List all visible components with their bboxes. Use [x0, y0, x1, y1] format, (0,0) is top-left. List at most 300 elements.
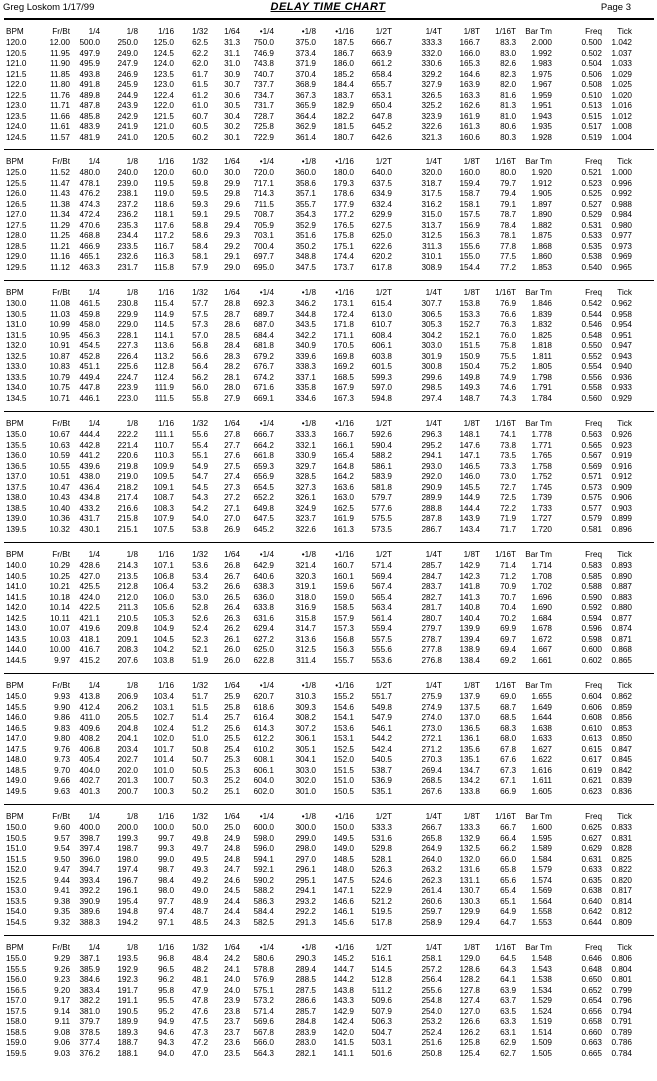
column-header: 1/4T [425, 681, 442, 690]
table-cell: 120.5 [153, 132, 174, 142]
table-cell: 1.579 [531, 865, 552, 874]
table-cell: 0.565 [581, 440, 602, 450]
table-cell: 28.8 [224, 299, 240, 308]
table-cell: 153.1 [333, 734, 354, 743]
table-cell: 141.1 [333, 1048, 354, 1058]
table-cell: 0.865 [611, 655, 632, 665]
table-cell: 117.6 [154, 220, 174, 230]
table-cell: 599.3 [371, 372, 392, 382]
table-cell: 29.1 [224, 252, 240, 261]
table-cell: 201.3 [117, 776, 138, 785]
table-cell: 71.9 [500, 514, 516, 523]
table-cell: 31.0 [224, 59, 240, 68]
table-cell: 625.0 [371, 231, 392, 240]
column-header: •1/16 [335, 419, 354, 428]
table-cell: 264.9 [421, 844, 442, 853]
table-cell: 180.7 [333, 132, 354, 142]
table-cell: 165.4 [333, 451, 354, 460]
table-cell: 308.2 [295, 713, 316, 722]
table-cell: 288.5 [295, 975, 316, 984]
table-cell: 606.1 [253, 765, 274, 775]
table-cell: 11.16 [50, 252, 70, 261]
table-cell: 166.0 [459, 48, 480, 58]
table-cell: 125.0 [153, 38, 174, 47]
table-cell: 0.899 [611, 514, 632, 523]
table-cell: 582.5 [253, 917, 274, 927]
table-cell: 373.4 [295, 48, 316, 58]
table-cell: 164.2 [333, 472, 354, 481]
table-cell: 489.8 [79, 90, 100, 100]
table-cell: 0.896 [611, 524, 632, 534]
table-cell: 10.51 [49, 472, 70, 481]
table-cell: 97.1 [158, 917, 174, 927]
table-cell: 689.7 [253, 309, 274, 319]
table-cell: 148.0 [333, 865, 354, 874]
table-cell: 640.6 [253, 571, 274, 581]
column-header: Tick [617, 157, 632, 166]
table-row [4, 635, 654, 646]
table-cell: 322.6 [295, 524, 316, 534]
table-cell: 0.801 [611, 975, 632, 984]
table-cell: 26.4 [224, 603, 240, 612]
column-header: 1/2T [375, 681, 392, 690]
table-cell: 107.5 [153, 524, 174, 534]
table-cell: 10.71 [49, 393, 70, 403]
table-cell: 516.1 [371, 954, 392, 963]
table-cell: 0.506 [581, 69, 602, 79]
table-cell: 354.3 [295, 210, 316, 219]
table-cell: 116.3 [154, 252, 174, 261]
table-cell: 114.1 [154, 330, 174, 340]
table-cell: 293.2 [295, 896, 316, 906]
table-cell: 73.0 [500, 472, 516, 481]
table-section [4, 935, 654, 1066]
table-cell: 121.0 [153, 122, 174, 131]
table-cell: 235.3 [117, 220, 138, 230]
table-cell: 147.6 [459, 440, 480, 450]
table-cell: 68.5 [500, 713, 516, 722]
table-cell: 209.1 [117, 634, 138, 644]
table-cell: 514.5 [371, 964, 392, 974]
table-cell: 578.8 [253, 964, 274, 974]
table-cell: 655.7 [371, 80, 392, 89]
table-cell: 283.0 [295, 1038, 316, 1047]
table-cell: 144.7 [333, 964, 354, 974]
table-cell: 470.6 [79, 220, 100, 230]
table-cell: 150.5 [333, 786, 354, 796]
table-cell: 731.7 [253, 101, 274, 110]
table-cell: 295.2 [421, 440, 442, 450]
table-cell: 304.2 [421, 330, 442, 340]
table-cell: 728.7 [253, 111, 274, 121]
table-cell: 100.7 [153, 776, 174, 785]
table-row [4, 603, 654, 614]
table-cell: 79.1 [500, 199, 516, 209]
table-cell: 55.8 [192, 393, 208, 403]
table-cell: 128.6 [459, 964, 480, 974]
table-cell: 212.0 [117, 592, 138, 602]
table-cell: 150.4 [459, 362, 480, 371]
table-cell: 215.1 [117, 524, 138, 534]
table-cell: 307.7 [421, 299, 442, 308]
table-cell: 180.0 [333, 168, 354, 177]
table-cell: 0.947 [611, 341, 632, 350]
table-cell: 594.8 [371, 393, 392, 403]
table-cell: 252.4 [421, 1027, 442, 1037]
table-cell: 580.6 [253, 954, 274, 963]
table-cell: 121.5 [6, 69, 27, 79]
table-cell: 48.7 [192, 907, 208, 916]
table-cell: 150.0 [333, 823, 354, 832]
table-cell: 1.595 [531, 833, 552, 843]
table-cell: 98.7 [158, 865, 174, 874]
table-cell: 1.778 [531, 430, 552, 439]
table-cell: 164.8 [333, 461, 354, 471]
column-header: •1/8 [301, 681, 316, 690]
table-cell: 234.4 [117, 231, 138, 240]
column-header: Tick [617, 288, 632, 297]
column-header: 1/16 [158, 288, 174, 297]
table-cell: 295.1 [295, 875, 316, 885]
table-cell: 31.3 [224, 38, 240, 47]
table-cell: 9.32 [54, 917, 70, 927]
column-header: 1/32 [192, 288, 208, 297]
table-cell: 0.809 [611, 917, 632, 927]
table-cell: 120.5 [6, 48, 27, 58]
table-cell: 79.4 [500, 189, 516, 198]
table-cell: 11.85 [50, 69, 70, 79]
column-header: •1/8 [301, 157, 316, 166]
column-header: Bar Tm [525, 943, 552, 952]
table-cell: 0.644 [581, 917, 602, 927]
table-cell: 0.919 [611, 451, 632, 460]
column-header-row [4, 681, 654, 692]
column-header: Bar Tm [525, 419, 552, 428]
page-header [3, 2, 653, 16]
table-row [4, 787, 654, 798]
table-cell: 302.0 [295, 776, 316, 785]
table-cell: 255.6 [421, 985, 442, 995]
table-cell: 74.1 [500, 430, 516, 439]
table-cell: 563.4 [371, 603, 392, 612]
table-cell: 1.611 [532, 776, 552, 785]
table-cell: 750.0 [253, 38, 274, 47]
table-cell: 1.690 [531, 603, 552, 612]
table-cell: 102.7 [153, 713, 174, 722]
table-cell: 50.3 [192, 776, 208, 785]
column-header: 1/16 [158, 157, 174, 166]
table-cell: 0.535 [581, 241, 602, 251]
table-cell: 483.9 [79, 122, 100, 131]
table-cell: 497.9 [79, 48, 100, 58]
table-cell: 153.8 [459, 299, 480, 308]
table-row [4, 1007, 654, 1018]
table-cell: 140.5 [6, 571, 27, 581]
column-header: Tick [617, 419, 632, 428]
table-cell: 173.1 [333, 299, 354, 308]
table-cell: 10.11 [50, 613, 70, 623]
table-cell: 298.0 [295, 844, 316, 853]
table-cell: 10.99 [49, 320, 70, 329]
table-cell: 100.3 [153, 786, 174, 796]
table-cell: 28.1 [224, 372, 240, 382]
table-cell: 142.9 [333, 1006, 354, 1016]
column-header: Fr/Bt [52, 288, 70, 297]
table-cell: 137.9 [459, 692, 480, 701]
table-cell: 652.2 [253, 493, 274, 502]
table-row [4, 1038, 654, 1049]
table-cell: 9.11 [54, 1017, 70, 1026]
table-cell: 68.0 [500, 734, 516, 743]
table-cell: 26.3 [224, 613, 240, 623]
table-cell: 137.5 [6, 482, 27, 492]
table-row [4, 383, 654, 394]
table-cell: 51.9 [192, 655, 208, 665]
table-cell: 1.897 [531, 199, 552, 209]
table-cell: 0.640 [581, 896, 602, 906]
table-cell: 63.9 [500, 985, 516, 995]
table-row [4, 855, 654, 866]
table-cell: 108.3 [153, 503, 174, 513]
table-cell: 0.638 [581, 886, 602, 895]
table-cell: 0.962 [611, 299, 632, 308]
table-cell: 102.4 [153, 723, 174, 733]
table-cell: 684.4 [253, 330, 274, 340]
table-cell: 240.0 [117, 168, 138, 177]
table-cell: 1.655 [531, 692, 552, 701]
table-cell: 146.5 [6, 723, 27, 733]
table-cell: 11.03 [50, 309, 70, 319]
column-header: •1/8 [301, 419, 316, 428]
table-cell: 254.8 [421, 996, 442, 1005]
table-cell: 638.3 [253, 582, 274, 591]
table-cell: 0.588 [581, 582, 602, 591]
table-cell: 157.3 [333, 624, 354, 633]
table-cell: 26.0 [224, 655, 240, 665]
table-cell: 106.8 [153, 571, 174, 581]
table-cell: 433.2 [79, 503, 100, 513]
column-header-row [4, 288, 654, 299]
table-cell: 98.4 [158, 875, 174, 885]
table-cell: 720.0 [253, 168, 274, 177]
column-header: BPM [6, 943, 24, 952]
table-cell: 0.631 [581, 854, 602, 864]
table-cell: 9.38 [54, 896, 70, 906]
table-cell: 161.9 [333, 514, 354, 523]
table-row [4, 745, 654, 756]
table-cell: 0.980 [611, 220, 632, 230]
table-cell: 0.533 [581, 231, 602, 240]
table-cell: 106.0 [153, 592, 174, 602]
table-cell: 306.5 [421, 309, 442, 319]
table-cell: 300.8 [421, 362, 442, 371]
table-cell: 247.9 [117, 59, 138, 68]
table-cell: 94.9 [158, 1017, 174, 1026]
table-cell: 143.3 [333, 996, 354, 1005]
column-header: •1/8 [301, 27, 316, 36]
column-header: 1/4T [425, 943, 442, 952]
table-cell: 547.9 [371, 713, 392, 722]
table-cell: 0.847 [611, 744, 632, 754]
table-cell: 634.9 [371, 189, 392, 198]
table-row [4, 692, 654, 703]
table-cell: 627.2 [253, 634, 274, 644]
table-section [4, 542, 654, 673]
table-cell: 219.8 [117, 461, 138, 471]
table-cell: 647.5 [253, 514, 274, 523]
table-cell: 74.3 [500, 393, 516, 403]
table-row [4, 221, 654, 232]
table-cell: 365.9 [295, 101, 316, 110]
table-cell: 478.1 [79, 178, 100, 188]
table-cell: 622.8 [253, 655, 274, 665]
table-cell: 166.7 [333, 430, 354, 439]
table-cell: 1.600 [531, 823, 552, 832]
table-cell: 312.5 [295, 645, 316, 654]
table-cell: 697.7 [253, 252, 274, 261]
table-cell: 61.0 [192, 101, 208, 110]
table-row [4, 483, 654, 494]
table-cell: 10.18 [49, 592, 70, 602]
table-cell: 66.0 [500, 854, 516, 864]
table-cell: 0.606 [581, 702, 602, 712]
table-cell: 653.1 [371, 90, 392, 100]
table-cell: 330.6 [421, 59, 442, 68]
table-cell: 289.4 [295, 964, 316, 974]
table-cell: 0.804 [611, 964, 632, 974]
table-cell: 191.7 [117, 985, 138, 995]
column-header: Bar Tm [525, 681, 552, 690]
table-cell: 642.6 [371, 132, 392, 142]
table-cell: 647.8 [371, 111, 392, 121]
table-cell: 661.2 [371, 59, 392, 68]
table-cell: 616.4 [253, 713, 274, 722]
table-cell: 337.1 [295, 372, 316, 382]
column-header: 1/64 [224, 943, 240, 952]
table-cell: 29.8 [224, 189, 240, 198]
table-cell: 195.4 [117, 896, 138, 906]
column-header: 1/8 [126, 157, 138, 166]
table-cell: 612.2 [253, 734, 274, 743]
table-cell: 107.1 [153, 561, 174, 570]
table-cell: 155.0 [459, 252, 480, 261]
table-cell: 97.4 [158, 907, 174, 916]
table-cell: 24.3 [224, 917, 240, 927]
table-cell: 308.9 [421, 262, 442, 272]
table-row [4, 865, 654, 876]
table-cell: 1.805 [531, 362, 552, 371]
table-cell: 0.926 [611, 430, 632, 439]
table-cell: 357.1 [295, 189, 316, 198]
table-cell: 378.5 [79, 1027, 100, 1037]
table-cell: 447.8 [79, 383, 100, 392]
table-cell: 192.3 [117, 975, 138, 984]
table-cell: 300.0 [295, 823, 316, 832]
table-cell: 47.0 [192, 1048, 208, 1058]
table-cell: 413.8 [79, 692, 100, 701]
table-cell: 404.0 [79, 765, 100, 775]
table-cell: 183.7 [333, 90, 354, 100]
table-cell: 0.842 [611, 765, 632, 775]
table-cell: 97.7 [158, 896, 174, 906]
table-cell: 101.7 [153, 744, 174, 754]
table-cell: 130.5 [6, 309, 27, 319]
table-cell: 0.660 [581, 1027, 602, 1037]
table-cell: 24.4 [224, 896, 240, 906]
column-header-row [4, 550, 654, 561]
table-cell: 507.9 [371, 1006, 392, 1016]
table-cell: 9.23 [54, 975, 70, 984]
table-cell: 131.5 [6, 330, 27, 340]
table-cell: 1.943 [531, 111, 552, 121]
table-cell: 66.2 [500, 844, 516, 853]
table-cell: 216.6 [117, 503, 138, 513]
table-cell: 128.0 [6, 231, 27, 240]
table-cell: 458.0 [79, 320, 100, 329]
table-cell: 397.4 [79, 844, 100, 853]
table-cell: 0.548 [581, 330, 602, 340]
table-cell: 0.563 [581, 430, 602, 439]
table-cell: 221.4 [117, 440, 138, 450]
table-cell: 206.9 [117, 692, 138, 701]
table-cell: 62.2 [192, 48, 208, 58]
table-cell: 26.7 [224, 571, 240, 581]
table-cell: 654.5 [253, 482, 274, 492]
table-cell: 321.4 [295, 561, 316, 570]
table-cell: 1.702 [531, 582, 552, 591]
table-cell: 70.2 [500, 613, 516, 623]
table-cell: 390.9 [79, 896, 100, 906]
table-cell: 442.8 [79, 440, 100, 450]
table-cell: 154.1 [333, 713, 354, 722]
table-cell: 1.529 [531, 996, 552, 1005]
table-cell: 132.5 [6, 351, 27, 361]
table-cell: 298.5 [421, 383, 442, 392]
table-cell: 343.5 [295, 320, 316, 329]
table-cell: 54.7 [192, 472, 208, 481]
table-cell: 282.1 [295, 1048, 316, 1058]
column-header: •1/16 [335, 943, 354, 952]
table-row [4, 352, 654, 363]
column-header: 1/4T [425, 812, 442, 821]
table-cell: 189.9 [117, 1017, 138, 1026]
page-title: DELAY TIME CHART [270, 1, 386, 13]
table-cell: 139.9 [459, 624, 480, 633]
column-header: Bar Tm [525, 27, 552, 36]
table-cell: 208.3 [117, 645, 138, 654]
table-cell: 0.943 [611, 351, 632, 361]
table-cell: 24.7 [224, 865, 240, 874]
table-cell: 266.7 [421, 823, 442, 832]
table-cell: 156.3 [333, 645, 354, 654]
table-cell: 10.00 [49, 645, 70, 654]
table-cell: 148.5 [6, 765, 27, 775]
table-cell: 52.3 [192, 634, 208, 644]
table-row [4, 703, 654, 714]
table-cell: 333.3 [295, 430, 316, 439]
column-header: 1/4T [425, 419, 442, 428]
table-cell: 0.883 [611, 592, 632, 602]
table-cell: 318.0 [295, 592, 316, 602]
column-header: Tick [617, 550, 632, 559]
table-cell: 96.5 [158, 964, 174, 974]
table-cell: 446.1 [79, 393, 100, 403]
table-cell: 236.2 [117, 210, 138, 219]
table-cell: 55.1 [192, 451, 208, 460]
table-cell: 1.616 [531, 765, 552, 775]
table-cell: 241.9 [117, 122, 138, 131]
table-cell: 220.6 [117, 451, 138, 460]
